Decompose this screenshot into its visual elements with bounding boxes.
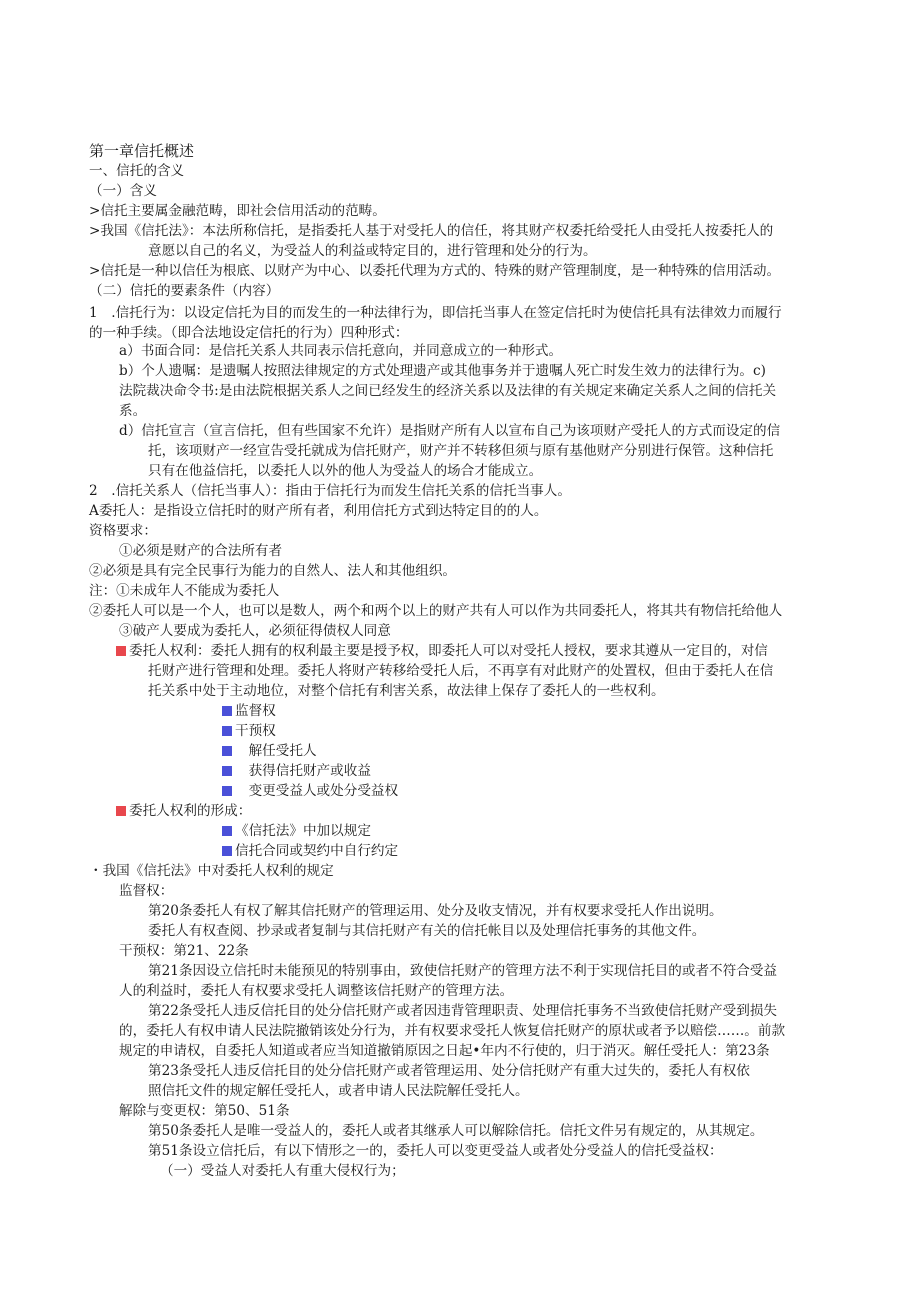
- form-line: 法院裁决命令书:是由法院根据关系人之间已经发生的经济关系以及法律的有关规定来确定关系人之间的信托关: [119, 383, 777, 399]
- item-line: 2 .信托关系人（信托当事人）：指由于信托行为而发生信托关系的信托当事人。: [89, 483, 571, 499]
- blue-square-bullet-icon: [222, 826, 232, 836]
- article-line: 人的利益时，委托人有权要求受托人调整该信托财产的管理方法。: [119, 983, 514, 999]
- meaning-line: 意愿以自己的名义，为受益人的利益或特定目的，进行管理和处分的行为。: [148, 243, 597, 259]
- blue-square-bullet-icon: [222, 846, 232, 856]
- supervision-label: 监督权：: [119, 883, 174, 899]
- rights-paragraph-line: 托财产进行管理和处理。委托人将财产转移给受托人后，不再享有对此财产的处置权，但由于委托人在信: [148, 663, 774, 679]
- blue-square-bullet-icon: [222, 706, 232, 716]
- article-line: 的，委托人有权申请人民法院撤销该处分行为，并有权要求受托人恢复信托财产的原状或者予以赔偿……。前款: [119, 1023, 786, 1039]
- rights-list-item: 获得信托财产或收益: [222, 762, 371, 781]
- item-line: 的一种手续。（即合法地设定信托的行为）四种形式：: [89, 325, 409, 341]
- meaning-line: >信托主要属金融范畴，即社会信用活动的范畴。: [89, 203, 386, 219]
- formation-list-item: 《信托法》中加以规定: [222, 822, 371, 841]
- blue-square-bullet-icon: [222, 746, 232, 756]
- article-line: 第51条设立信托后，有以下情形之一的，委托人可以变更受益人或者处分受益人的信托受益权：: [148, 1143, 723, 1159]
- red-square-bullet-icon: [116, 646, 126, 656]
- rights-list-item: 解任受托人: [222, 742, 317, 761]
- article-line: 第20条委托人有权了解其信托财产的管理运用、处分及收支情况，并有权要求受托人作出说明。: [148, 903, 723, 919]
- law-section-title: ・我国《信托法》中对委托人权利的规定: [89, 863, 334, 879]
- rights-list-item: 变更受益人或处分受益权: [222, 782, 398, 801]
- article-line: 第22条受托人违反信托目的处分信托财产或者因违背管理职责、处理信托事务不当致使信托财产受到损失: [148, 1003, 778, 1019]
- qualification-heading: 资格要求：: [89, 523, 157, 539]
- intervention-label: 干预权：第21、22条: [119, 943, 249, 959]
- rights-list-item: 干预权: [222, 722, 276, 741]
- article-line: 第23条受托人违反信托目的处分信托财产或者管理运用、处分信托财产有重大过失的，委托人有权依: [148, 1063, 750, 1079]
- rights-paragraph-line: 委托人权利：委托人拥有的权利最主要是授予权，即委托人可以对受托人授权，要求其遵从一定目的，对信: [116, 642, 768, 661]
- form-line: d）信托宣言（宣言信托，但有些国家不允许）是指财产所有人以宣布自己为该项财产受托人的方式而设定的信: [119, 423, 781, 439]
- release-label: 解除与变更权：第50、51条: [119, 1103, 290, 1119]
- form-line: 系。: [119, 403, 147, 419]
- qualification-note: 注：①未成年人不能成为委托人: [89, 583, 280, 599]
- blue-square-bullet-icon: [222, 766, 232, 776]
- form-line: b）个人遗嘱：是遗嘱人按照法律规定的方式处理遗产或其他事务并于遗嘱人死亡时发生效力的法律行为。c): [119, 363, 766, 379]
- settlor-definition: A委托人：是指设立信托时的财产所有者，利用信托方式到达特定目的的人。: [89, 503, 548, 519]
- rights-list-item: 监督权: [222, 702, 276, 721]
- article-line: 第21条因设立信托时未能预见的特别事由，致使信托财产的管理方法不利于实现信托目的或者不符合受益: [148, 963, 778, 979]
- formation-heading: 委托人权利的形成：: [116, 802, 251, 821]
- meaning-line: >我国《信托法》：本法所称信托，是指委托人基于对受托人的信任，将其财产权委托给受托人由受托人按委托人的: [89, 223, 774, 239]
- article-line: 第50条委托人是唯一受益人的，委托人或者其继承人可以解除信托。信托文件另有规定的，从其规定。: [148, 1123, 764, 1139]
- subsection-heading: （二）信托的要素条件（内容）: [89, 283, 280, 299]
- article-line: （一）受益人对委托人有重大侵权行为；: [160, 1163, 405, 1179]
- item-line: 1 .信托行为：以设定信托为目的而发生的一种法律行为，即信托当事人在签定信托时为使信托具有法律效力而履行: [89, 305, 782, 321]
- red-square-bullet-icon: [116, 806, 126, 816]
- qualification-line: ①必须是财产的合法所有者: [119, 543, 283, 559]
- chapter-title: 第一章信托概述: [89, 142, 195, 160]
- formation-list-item: 信托合同或契约中自行约定: [222, 842, 398, 861]
- article-line: 规定的申请权，自委托人知道或者应当知道撤销原因之日起•年内不行使的，归于消灭。解任受托人：第23条: [119, 1043, 770, 1059]
- article-line: 委托人有权查阅、抄录或者复制与其信托财产有关的信托帐目以及处理信托事务的其他文件。: [148, 923, 706, 939]
- qualification-note: ②委托人可以是一个人，也可以是数人，两个和两个以上的财产共有人可以作为共同委托人，将其共有物信托给他人: [89, 603, 783, 619]
- blue-square-bullet-icon: [222, 726, 232, 736]
- blue-square-bullet-icon: [222, 786, 232, 796]
- qualification-line: ②必须是具有完全民事行为能力的自然人、法人和其他组织。: [89, 563, 457, 579]
- subsection-heading: （一）含义: [89, 183, 157, 199]
- form-line: 只有在他益信托，以委托人以外的他人为受益人的场合才能成立。: [148, 463, 543, 479]
- form-line: a）书面合同：是信托关系人共同表示信托意向，并同意成立的一种形式。: [119, 343, 563, 359]
- qualification-note: ③破产人要成为委托人，必须征得债权人同意: [119, 623, 391, 639]
- section-heading: 一、信托的含义: [89, 163, 185, 179]
- rights-paragraph-line: 托关系中处于主动地位，对整个信托有利害关系，故法律上保存了委托人的一些权利。: [148, 683, 665, 699]
- article-line: 照信托文件的规定解任受托人，或者申请人民法院解任受托人。: [148, 1083, 529, 1099]
- meaning-line: >信托是一种以信任为根底、以财产为中心、以委托代理为方式的、特殊的财产管理制度，是一种特殊的信用活动。: [89, 263, 781, 279]
- form-line: 托，该项财产一经宣告受托就成为信托财产，财产并不转移但须与原有基他财产分别进行保管。这种信托: [148, 443, 774, 459]
